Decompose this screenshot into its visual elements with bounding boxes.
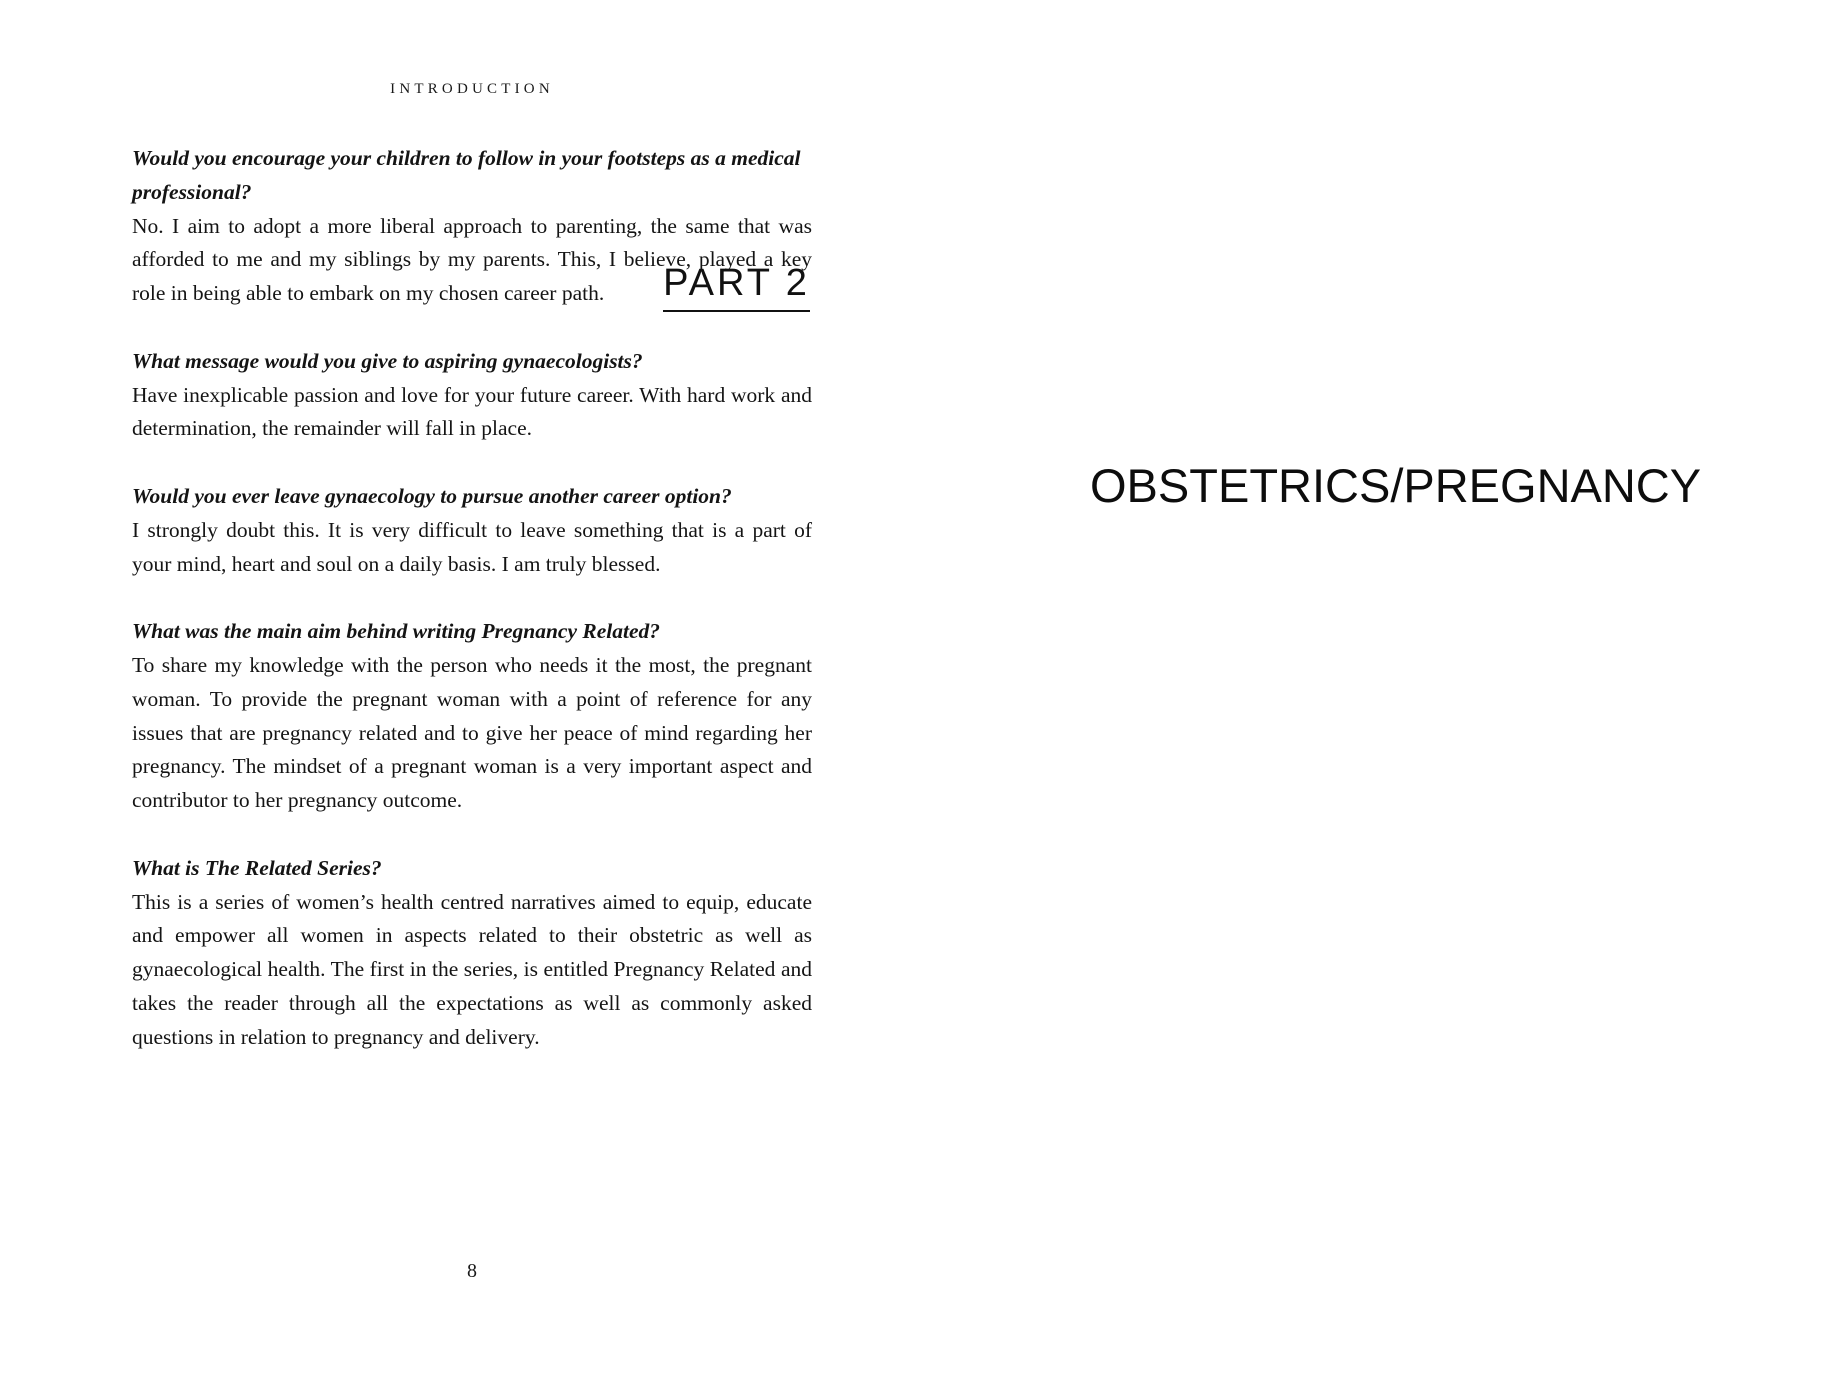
part-title: OBSTETRICS/PREGNANCY xyxy=(1090,459,1702,512)
qa-item xyxy=(132,480,812,581)
qa-question: What was the main aim behind writing Pregnancy Related? xyxy=(132,619,661,644)
qa-item xyxy=(132,615,812,818)
qa-question: Would you ever leave gynaecology to pursue another career option? xyxy=(132,483,732,508)
right-page xyxy=(663,0,1843,1382)
running-head: INTRODUCTION xyxy=(390,81,554,97)
qa-answer: To share my knowledge with the person who needs it the most, the pregnant woman. To provide the pregnant woman with a point of reference for any issues that are pregnancy related and to give her peace of mind regarding her pregnancy. The mindset of a pregnant woman is a very important aspect and contributor to her pregnancy outcome. xyxy=(132,652,812,813)
page-number: 8 xyxy=(467,1260,477,1282)
part-label: PART 2 xyxy=(663,262,810,312)
qa-item xyxy=(132,852,812,1055)
qa-answer: Have inexplicable passion and love for your future career. With hard work and determination, the remainder will fall in place. xyxy=(132,382,812,441)
qa-answer: No. I aim to adopt a more liberal approach to parenting, the same that was afforded to me and my siblings by my parents. This, I believe, played a key role in being able to embark on my chosen career path. xyxy=(132,213,812,306)
qa-answer: I strongly doubt this. It is very difficult to leave something that is a part of your mind, heart and soul on a daily basis. I am truly blessed. xyxy=(132,517,812,576)
left-page xyxy=(0,0,920,1382)
qa-item xyxy=(132,345,812,446)
qa-answer: This is a series of women’s health centred narratives aimed to equip, educate and empower all women in aspects related to their obstetric as well as gynaecological health. The first in the series, is entitled Pregnancy Related and takes the reader through all the expectations as well as commonly asked questions in relation to pregnancy and delivery. xyxy=(132,889,812,1049)
qa-question: What message would you give to aspiring gynaecologists? xyxy=(132,348,643,373)
qa-question: Would you encourage your children to follow in your footsteps as a medical professional? xyxy=(132,146,801,204)
qa-question: What is The Related Series? xyxy=(132,855,382,880)
